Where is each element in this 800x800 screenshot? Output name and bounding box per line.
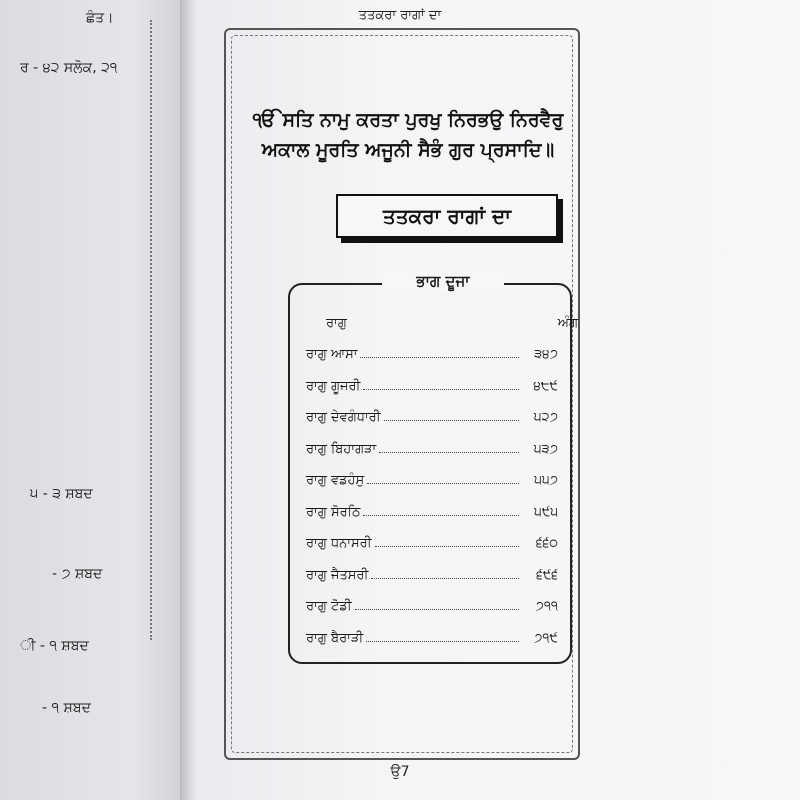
dot-leader — [375, 546, 519, 547]
mool-mantar — [248, 105, 568, 165]
raag-name: ਰਾਗੁ ਟੋਡੀ — [306, 599, 352, 614]
toc-row — [306, 437, 558, 457]
page-number: ਉ7 — [390, 764, 410, 780]
ang-number: ੪੮੯ — [533, 378, 558, 394]
toc-row — [306, 374, 558, 394]
left-page-entry: - ੭ ਸ਼ਬਦ — [52, 566, 103, 582]
ang-number: ੬੬੦ — [536, 536, 558, 551]
ang-number: ੭੧੧ — [535, 599, 558, 614]
column-header-ang: ਅੰਗ — [557, 316, 578, 331]
raag-name: ਰਾਗੁ ਬਿਹਾਗੜਾ — [306, 441, 377, 457]
left-page — [0, 0, 190, 800]
left-page-border — [150, 20, 158, 640]
toc-row — [306, 342, 558, 362]
toc-row — [306, 500, 558, 520]
left-page-entry: ੀ - ੧ ਸ਼ਬਦ — [20, 638, 89, 654]
ang-number: ੭੧੯ — [534, 630, 558, 646]
raag-name: ਰਾਗੁ ਸੋਰਠਿ — [306, 504, 361, 520]
raag-name: ਰਾਗੁ ਆਸਾ — [306, 347, 358, 362]
dot-leader — [366, 641, 519, 642]
toc-row — [306, 626, 558, 646]
ang-number: ੫੨੭ — [533, 410, 558, 425]
mool-mantar-line-1: ੴ ਸਤਿ ਨਾਮੁ ਕਰਤਾ ਪੁਰਖੁ ਨਿਰਭਉ ਨਿਰਵੈਰੁ — [252, 109, 564, 131]
toc-row — [306, 563, 558, 583]
toc-row — [306, 531, 558, 551]
dot-leader — [363, 389, 519, 390]
raag-name: ਰਾਗੁ ਜੈਤਸਰੀ — [306, 567, 369, 583]
ang-number: ੩੪੭ — [534, 347, 558, 362]
dot-leader — [360, 357, 519, 358]
dot-leader — [379, 452, 519, 453]
raag-name: ਰਾਗੁ ਵਡਹੰਸੁ — [306, 473, 365, 488]
ang-number: ੫੯੫ — [534, 504, 558, 520]
dot-leader — [363, 515, 519, 516]
raag-name: ਰਾਗੁ ਦੇਵਗੰਧਾਰੀ — [306, 410, 381, 425]
raag-name: ਰਾਗੁ ਧਨਾਸਰੀ — [306, 536, 372, 551]
dot-leader — [371, 578, 519, 579]
left-page-entry: - ੧ ਸ਼ਬਦ — [42, 700, 91, 716]
raag-name: ਰਾਗੁ ਬੈਰਾੜੀ — [306, 630, 364, 646]
left-page-fragment: ਰ - ੪੨ ਸਲੋਕ, ੨੧ — [20, 60, 118, 76]
ang-number: ੬੯੬ — [536, 567, 558, 583]
page-title: ਤਤਕਰਾ ਰਾਗਾਂ ਦਾ — [383, 204, 511, 228]
dot-leader — [355, 609, 519, 610]
dot-leader — [384, 420, 519, 421]
mool-mantar-line-2: ਅਕਾਲ ਮੂਰਤਿ ਅਜੂਨੀ ਸੈਭੰ ਗੁਰ ਪ੍ਰਸਾਦਿ॥ — [261, 139, 555, 161]
toc-row — [306, 468, 558, 488]
dot-leader — [367, 483, 519, 484]
running-head: ਤਤਕਰਾ ਰਾਗਾਂ ਦਾ — [358, 8, 442, 23]
toc-row — [306, 405, 558, 425]
left-page-entry: ੫ - ੩ ਸ਼ਬਦ — [30, 486, 93, 502]
toc-row — [306, 594, 558, 614]
raag-name: ਰਾਗੁ ਗੂਜਰੀ — [306, 378, 361, 394]
column-header-raag: ਰਾਗੁ — [326, 316, 347, 331]
toc-heading: ਭਾਗ ਦੂਜਾ — [382, 272, 504, 290]
ang-number: ੫੩੭ — [533, 441, 558, 457]
left-page-fragment: ਛੰਤ। — [86, 10, 114, 26]
ang-number: ੫੫੭ — [534, 473, 558, 488]
